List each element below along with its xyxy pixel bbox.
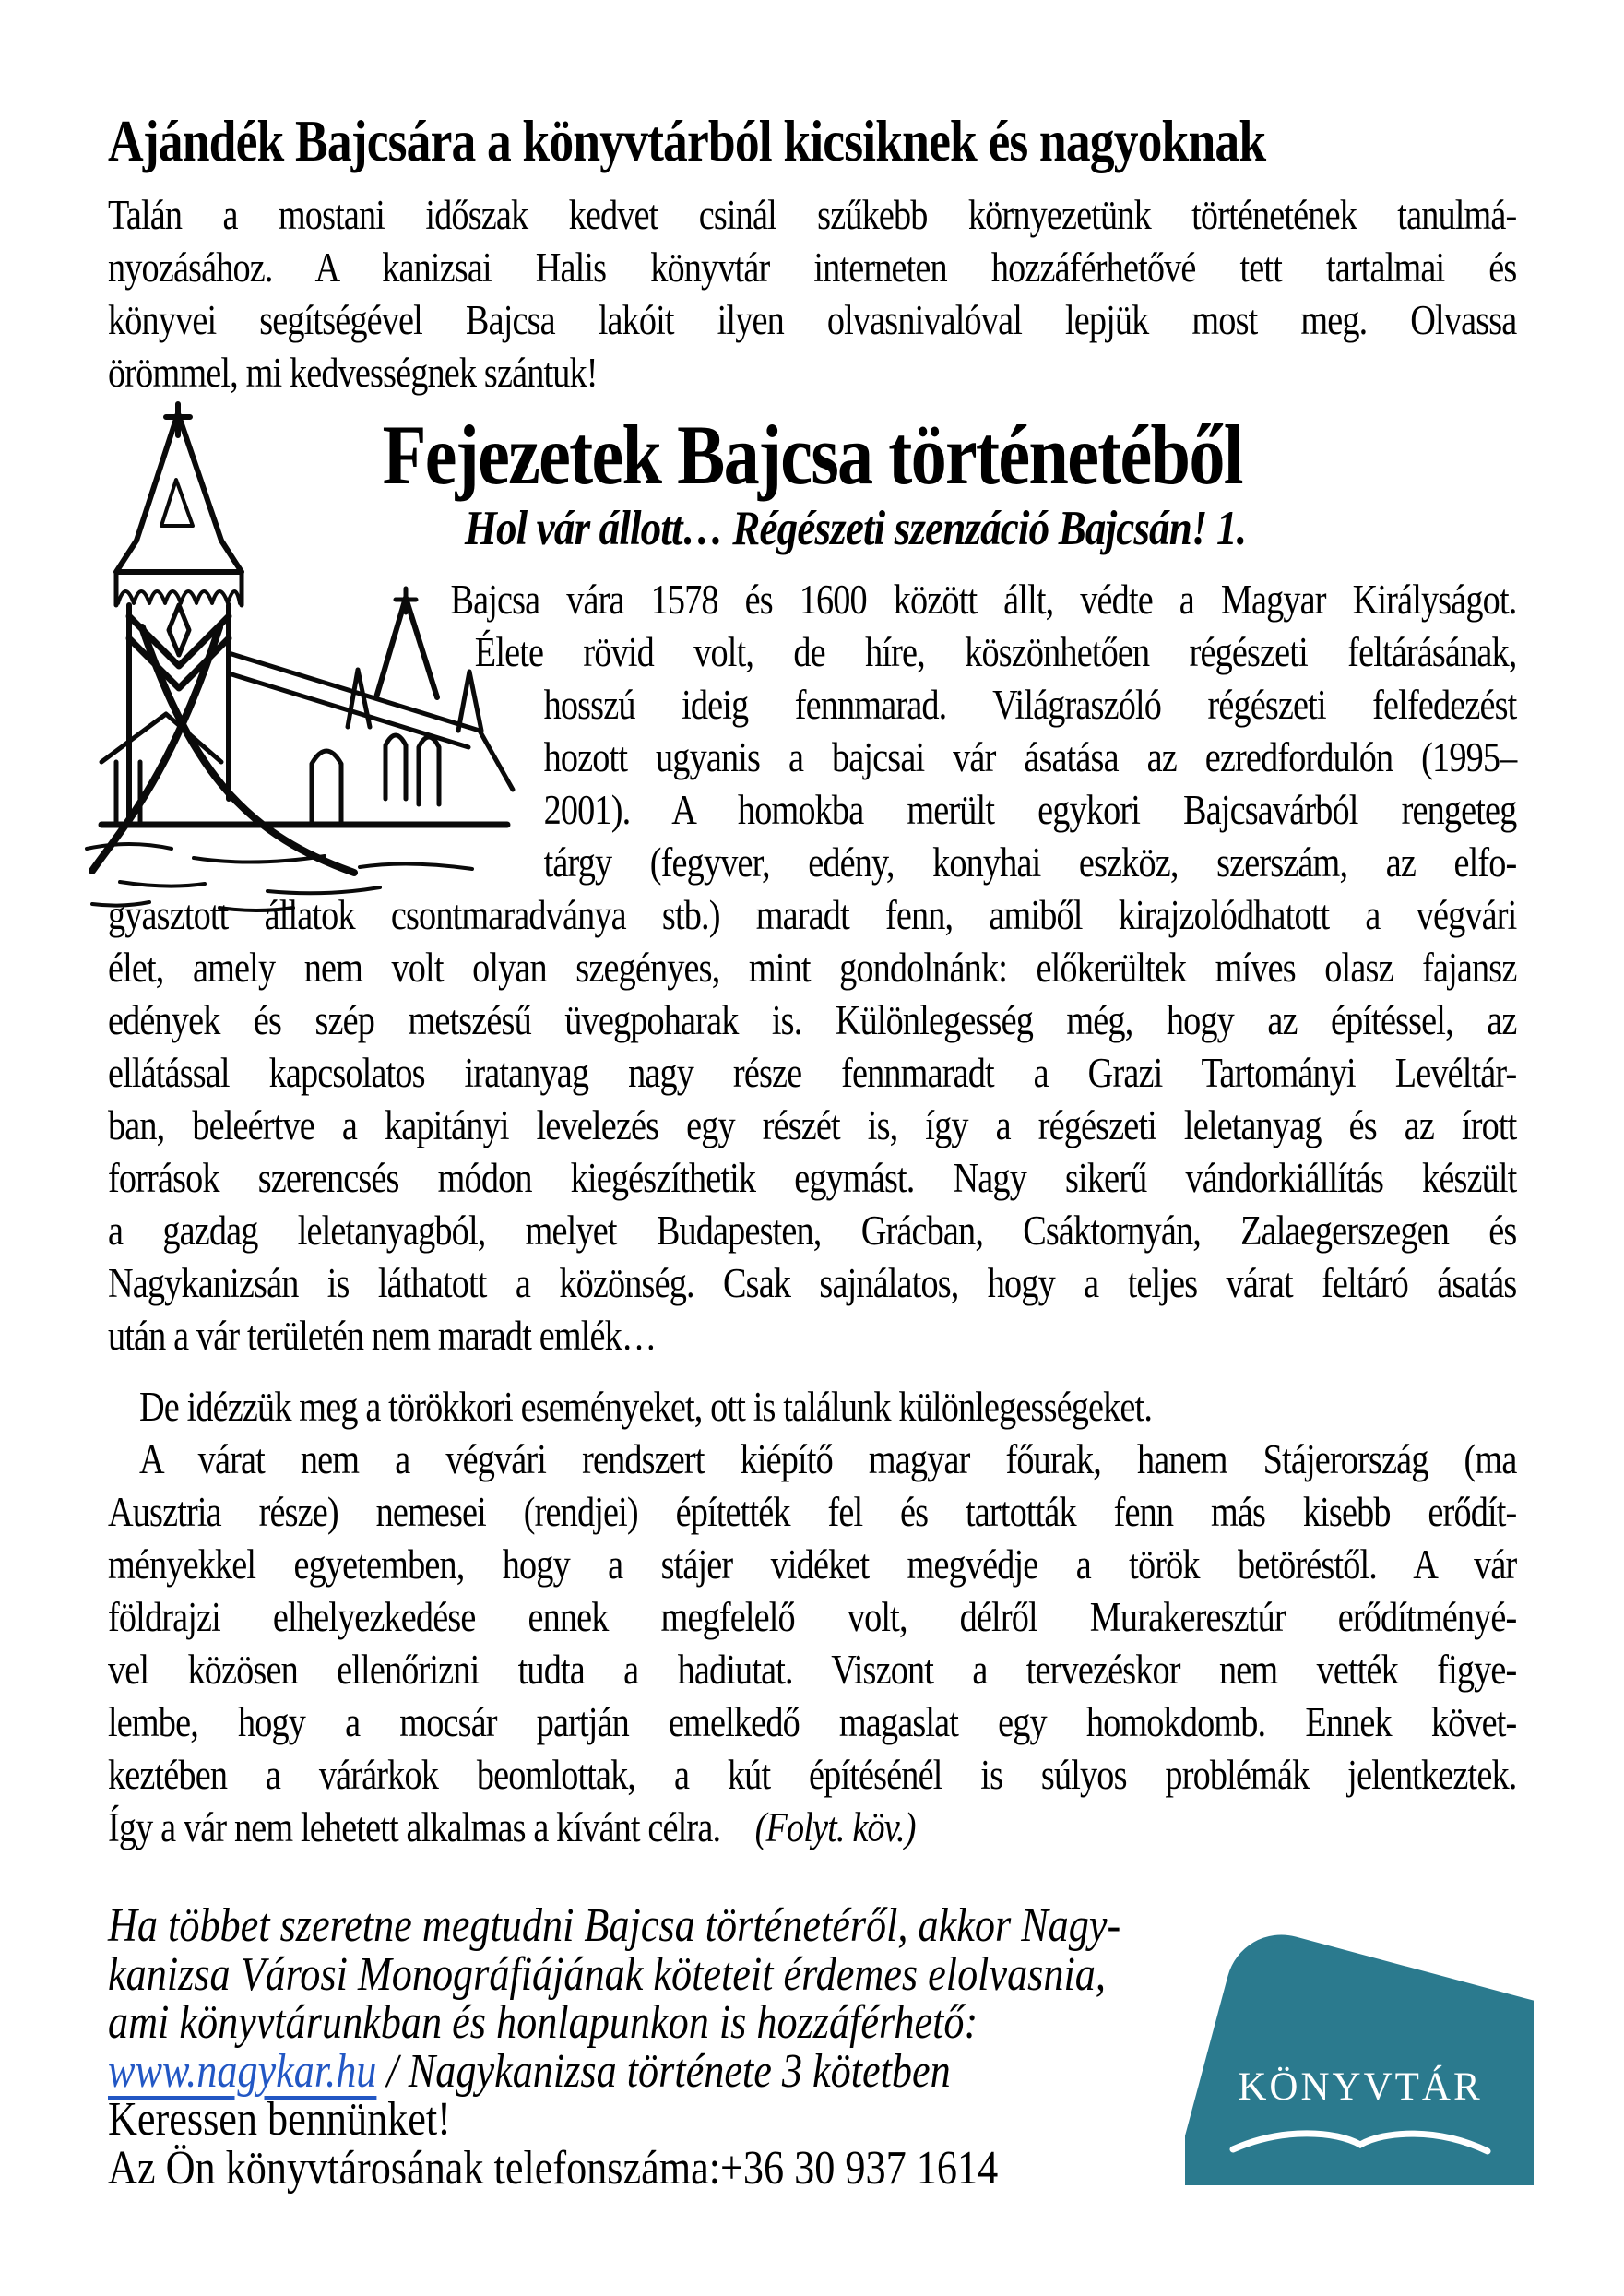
body-line: Nagykanizsán is láthatott a közönség. Csak sajnálatos, hogy a teljes várat feltáró ásatás bbox=[108, 1260, 1517, 1306]
body-line: edények és szép metszésű üvegpoharak is. Különlegesség még, hogy az építéssel, az bbox=[108, 997, 1517, 1043]
body-line: tárgy (fegyver, edény, konyhai eszköz, szerszám, az elfo- bbox=[543, 839, 1517, 886]
intro-paragraph bbox=[108, 189, 1516, 399]
body-line: Bajcsa vára 1578 és 1600 között állt, védte a Magyar Királyságot. bbox=[450, 577, 1517, 623]
body-line: ményekkel egyetemben, hogy a stájer vidéket megvédje a török betöréstől. A vár bbox=[108, 1541, 1517, 1588]
footer-line: ami könyvtárunkban és honlapunkon is hozzáférhető: bbox=[108, 1996, 978, 2049]
logo-label: KÖNYVTÁR bbox=[1238, 2065, 1483, 2109]
intro-line: Talán a mostani időszak kedvet csinál szűkebb környezetünk történetének tanulmá- bbox=[108, 192, 1517, 238]
body-line: ban, beleértve a kapitányi levelezés egy részét is, így a régészeti leletanyag és az írott bbox=[108, 1102, 1517, 1148]
body-line: élet, amely nem volt olyan szegényes, mint gondolnánk: előkerültek míves olasz fajansz bbox=[108, 945, 1517, 991]
article-paragraph-1 bbox=[108, 574, 1516, 1362]
article-paragraph-2: De idézzük meg a törökkori eseményeket, ott is találunk különlegességeket. bbox=[139, 1384, 1153, 1430]
intro-line: nyozásához. A kanizsai Halis könyvtár interneten hozzáférhetővé tett tartalmai és bbox=[108, 244, 1517, 291]
link-suffix: / Nagykanizsa története 3 kötetben bbox=[376, 2044, 951, 2098]
body-line: A várat nem a végvári rendszert kiépítő magyar főurak, hanem Stájerország (ma bbox=[139, 1436, 1517, 1482]
body-line: a gazdag leletanyagból, melyet Budapesten, Grácban, Csáktornyán, Zalaegerszegen és bbox=[108, 1207, 1517, 1254]
intro-line: könyvei segítségével Bajcsa lakóit ilyen olvasnivalóval lepjük most meg. Olvassa bbox=[108, 297, 1517, 343]
body-line: vel közösen ellenőrizni tudta a hadiutat. Viszont a tervezéskor nem vették figye- bbox=[108, 1647, 1517, 1693]
body-line: Ausztria része) nemesei (rendjei) építették fel és tartották fenn más kisebb erődít- bbox=[108, 1489, 1517, 1535]
footer-cta: Keressen bennünket! bbox=[108, 2093, 451, 2146]
footer-phone: Az Ön könyvtárosának telefonszáma:+36 30 937 1614 bbox=[108, 2141, 999, 2195]
text-column bbox=[108, 111, 1516, 2193]
body-line: hosszú ideig fennmarad. Világraszóló régészeti felfedezést bbox=[543, 682, 1517, 728]
body-line: források szerencsés módon kiegészíthetik egymást. Nagy sikerű vándorkiállítás készült bbox=[108, 1155, 1517, 1201]
article-subtitle: Hol vár állott… Régészeti szenzáció Bajcsán! 1. bbox=[464, 502, 1247, 555]
body-line: ellátással kapcsolatos iratanyag nagy része fennmaradt a Grazi Tartományi Levéltár- bbox=[108, 1050, 1517, 1096]
open-book-icon bbox=[1226, 2116, 1495, 2164]
body-line: földrajzi elhelyezkedése ennek megfelelő volt, délről Murakeresztúr erődítményé- bbox=[108, 1594, 1517, 1640]
body-line: lembe, hogy a mocsár partján emelkedő magaslat egy homokdomb. Ennek követ- bbox=[108, 1699, 1517, 1745]
nagykar-link[interactable]: www.nagykar.hu bbox=[108, 2044, 377, 2098]
intro-line: örömmel, mi kedvességnek szántuk! bbox=[108, 350, 598, 396]
footer-line: kanizsa Városi Monográfiájának köteteit érdemes elolvasnia, bbox=[108, 1947, 1106, 2001]
footer-line: Ha többet szeretne megtudni Bajcsa történetéről, akkor Nagy- bbox=[108, 1899, 1121, 1952]
body-line: gyasztott állatok csontmaradványa stb.) maradt fenn, amiből kirajzolódhatott a végvári bbox=[108, 892, 1517, 938]
closing-line bbox=[108, 1802, 1516, 1854]
body-line: keztében a várárkok beomlottak, a kút építésénél is súlyos problémák jelentkeztek. bbox=[108, 1752, 1517, 1798]
body-line: hozott ugyanis a bajcsai vár ásatása az ezredfordulón (1995– bbox=[543, 734, 1517, 780]
body-line: után a vár területén nem maradt emlék… bbox=[108, 1313, 657, 1359]
article-title: Fejezetek Bajcsa történetéből bbox=[382, 408, 1242, 502]
closing-text: Így a vár nem lehetett alkalmas a kívánt célra. bbox=[108, 1804, 721, 1850]
body-line: 2001). A homokba merült egykori Bajcsavárból rengeteg bbox=[543, 787, 1517, 833]
article-paragraph-3 bbox=[108, 1434, 1516, 1854]
to-be-continued-note: (Folyt. köv.) bbox=[754, 1804, 916, 1850]
body-line: Élete rövid volt, de híre, köszönhetően régészeti feltárásának, bbox=[474, 629, 1517, 675]
library-logo bbox=[1185, 1926, 1534, 2185]
page-title: Ajándék Bajcsára a könyvtárból kicsiknek és nagyoknak bbox=[108, 109, 1266, 173]
